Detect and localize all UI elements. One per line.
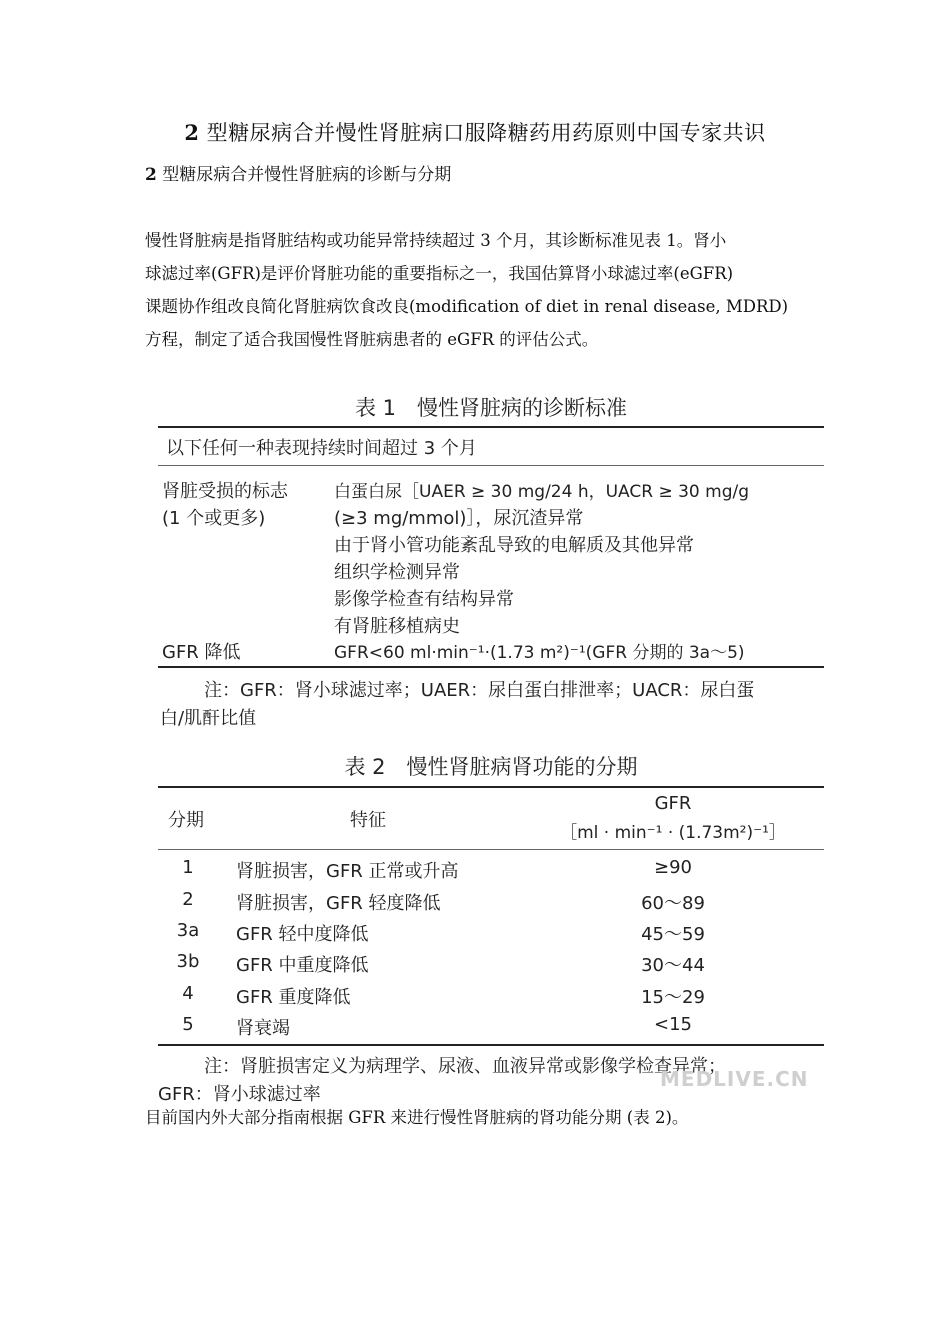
number-prefix: 2 [145, 165, 157, 185]
intro-line: 慢性肾脏病是指肾脏结构或功能异常持续超过 3 个月，其诊断标准见表 1。肾小 [145, 231, 727, 250]
table2-stage: 4 [182, 983, 194, 1004]
number-prefix: 2 [184, 120, 200, 145]
table1-gfr-value: GFR<60 ml·min⁻¹·(1.73 m²)⁻¹(GFR 分期的 3a～5) [334, 643, 745, 663]
table2-header-rule [158, 849, 824, 850]
intro-paragraph [145, 224, 815, 356]
intro-line: 方程，制定了适合我国慢性肾脏病患者的 eGFR 的评估公式。 [145, 330, 599, 349]
table1-item: 白蛋白尿［UAER ≥ 30 mg/24 h，UACR ≥ 30 mg/g [334, 482, 750, 502]
table2-figure [158, 748, 824, 1104]
table2-feature: GFR 轻中度降低 [236, 924, 369, 945]
table2-gfr: 15～29 [641, 987, 705, 1008]
intro-line: 球滤过率(GFR)是评价肾脏功能的重要指标之一，我国估算肾小球滤过率(eGFR) [145, 264, 734, 283]
section-heading: 2 型糖尿病合并慢性肾脏病的诊断与分期 [145, 165, 452, 185]
table1-figure [158, 388, 824, 733]
table2-gfr: 45～59 [641, 924, 705, 945]
intro-line: 课题协作组改良简化肾脏病饮食改良(modification of diet in renal disease, MDRD) [145, 297, 789, 316]
table2-note: 注：肾脏损害定义为病理学、尿液、血液异常或影像学检查异常； [204, 1056, 726, 1077]
table2-caption: 表 2 慢性肾脏病肾功能的分期 [344, 755, 638, 779]
table1-item: (≥3 mg/mmol)］，尿沉渣异常 [334, 508, 584, 529]
table2-col-feature: 特征 [350, 810, 386, 831]
table2-stage: 3a [176, 920, 200, 941]
table2-feature: GFR 中重度降低 [236, 955, 369, 976]
table2-stage: 1 [182, 857, 194, 878]
table1-bottom-rule [158, 666, 824, 668]
table2-stage: 5 [182, 1014, 194, 1035]
table1-item: 由于肾小管功能紊乱导致的电解质及其他异常 [334, 535, 694, 556]
table2-feature: GFR 重度降低 [236, 987, 351, 1008]
table2-gfr: <15 [654, 1014, 692, 1035]
table1-header-rule [158, 465, 824, 466]
table1-header: 以下任何一种表现持续时间超过 3 个月 [166, 438, 477, 459]
table2-stage: 3b [176, 951, 200, 972]
table1-note: 白/肌酐比值 [160, 708, 257, 729]
footer-paragraph: 目前国内外大部分指南根据 GFR 来进行慢性肾脏病的肾功能分期 (表 2)。 [145, 1108, 689, 1127]
table1-damage-label-sub: (1 个或更多) [162, 508, 266, 529]
table2-feature: 肾衰竭 [236, 1018, 290, 1039]
table2-top-rule [158, 786, 824, 788]
table2-gfr: ≥90 [654, 857, 692, 878]
table2-feature: 肾脏损害，GFR 轻度降低 [236, 893, 441, 914]
table2-bottom-rule [158, 1044, 824, 1046]
table1-caption: 表 1 慢性肾脏病的诊断标准 [354, 396, 628, 420]
table1-item: 影像学检查有结构异常 [334, 589, 514, 610]
table2-note: GFR：肾小球滤过率 [158, 1084, 321, 1105]
table1-item: 有肾脏移植病史 [334, 616, 460, 637]
page-title: 2 型糖尿病合并慢性肾脏病口服降糖药用药原则中国专家共识 [184, 120, 766, 145]
table2-feature: 肾脏损害，GFR 正常或升高 [236, 861, 459, 882]
table1-gfr-label: GFR 降低 [162, 642, 241, 663]
table2-gfr: 30～44 [641, 955, 705, 976]
table1-damage-label: 肾脏受损的标志 [162, 481, 288, 502]
medlive-watermark: MEDLIVE.CN [660, 1067, 809, 1091]
table2-stage: 2 [182, 889, 194, 910]
table1-top-rule [158, 426, 824, 428]
table2-gfr: 60～89 [641, 893, 705, 914]
table2-col-gfr-unit: ［ml · min⁻¹ · (1.73m²)⁻¹］ [560, 823, 786, 843]
table2-col-gfr: GFR [654, 793, 692, 814]
table1-note: 注：GFR：肾小球滤过率；UAER：尿白蛋白排泄率；UACR：尿白蛋 [204, 680, 755, 701]
table2-col-stage: 分期 [168, 810, 204, 831]
table1-item: 组织学检测异常 [334, 562, 460, 583]
